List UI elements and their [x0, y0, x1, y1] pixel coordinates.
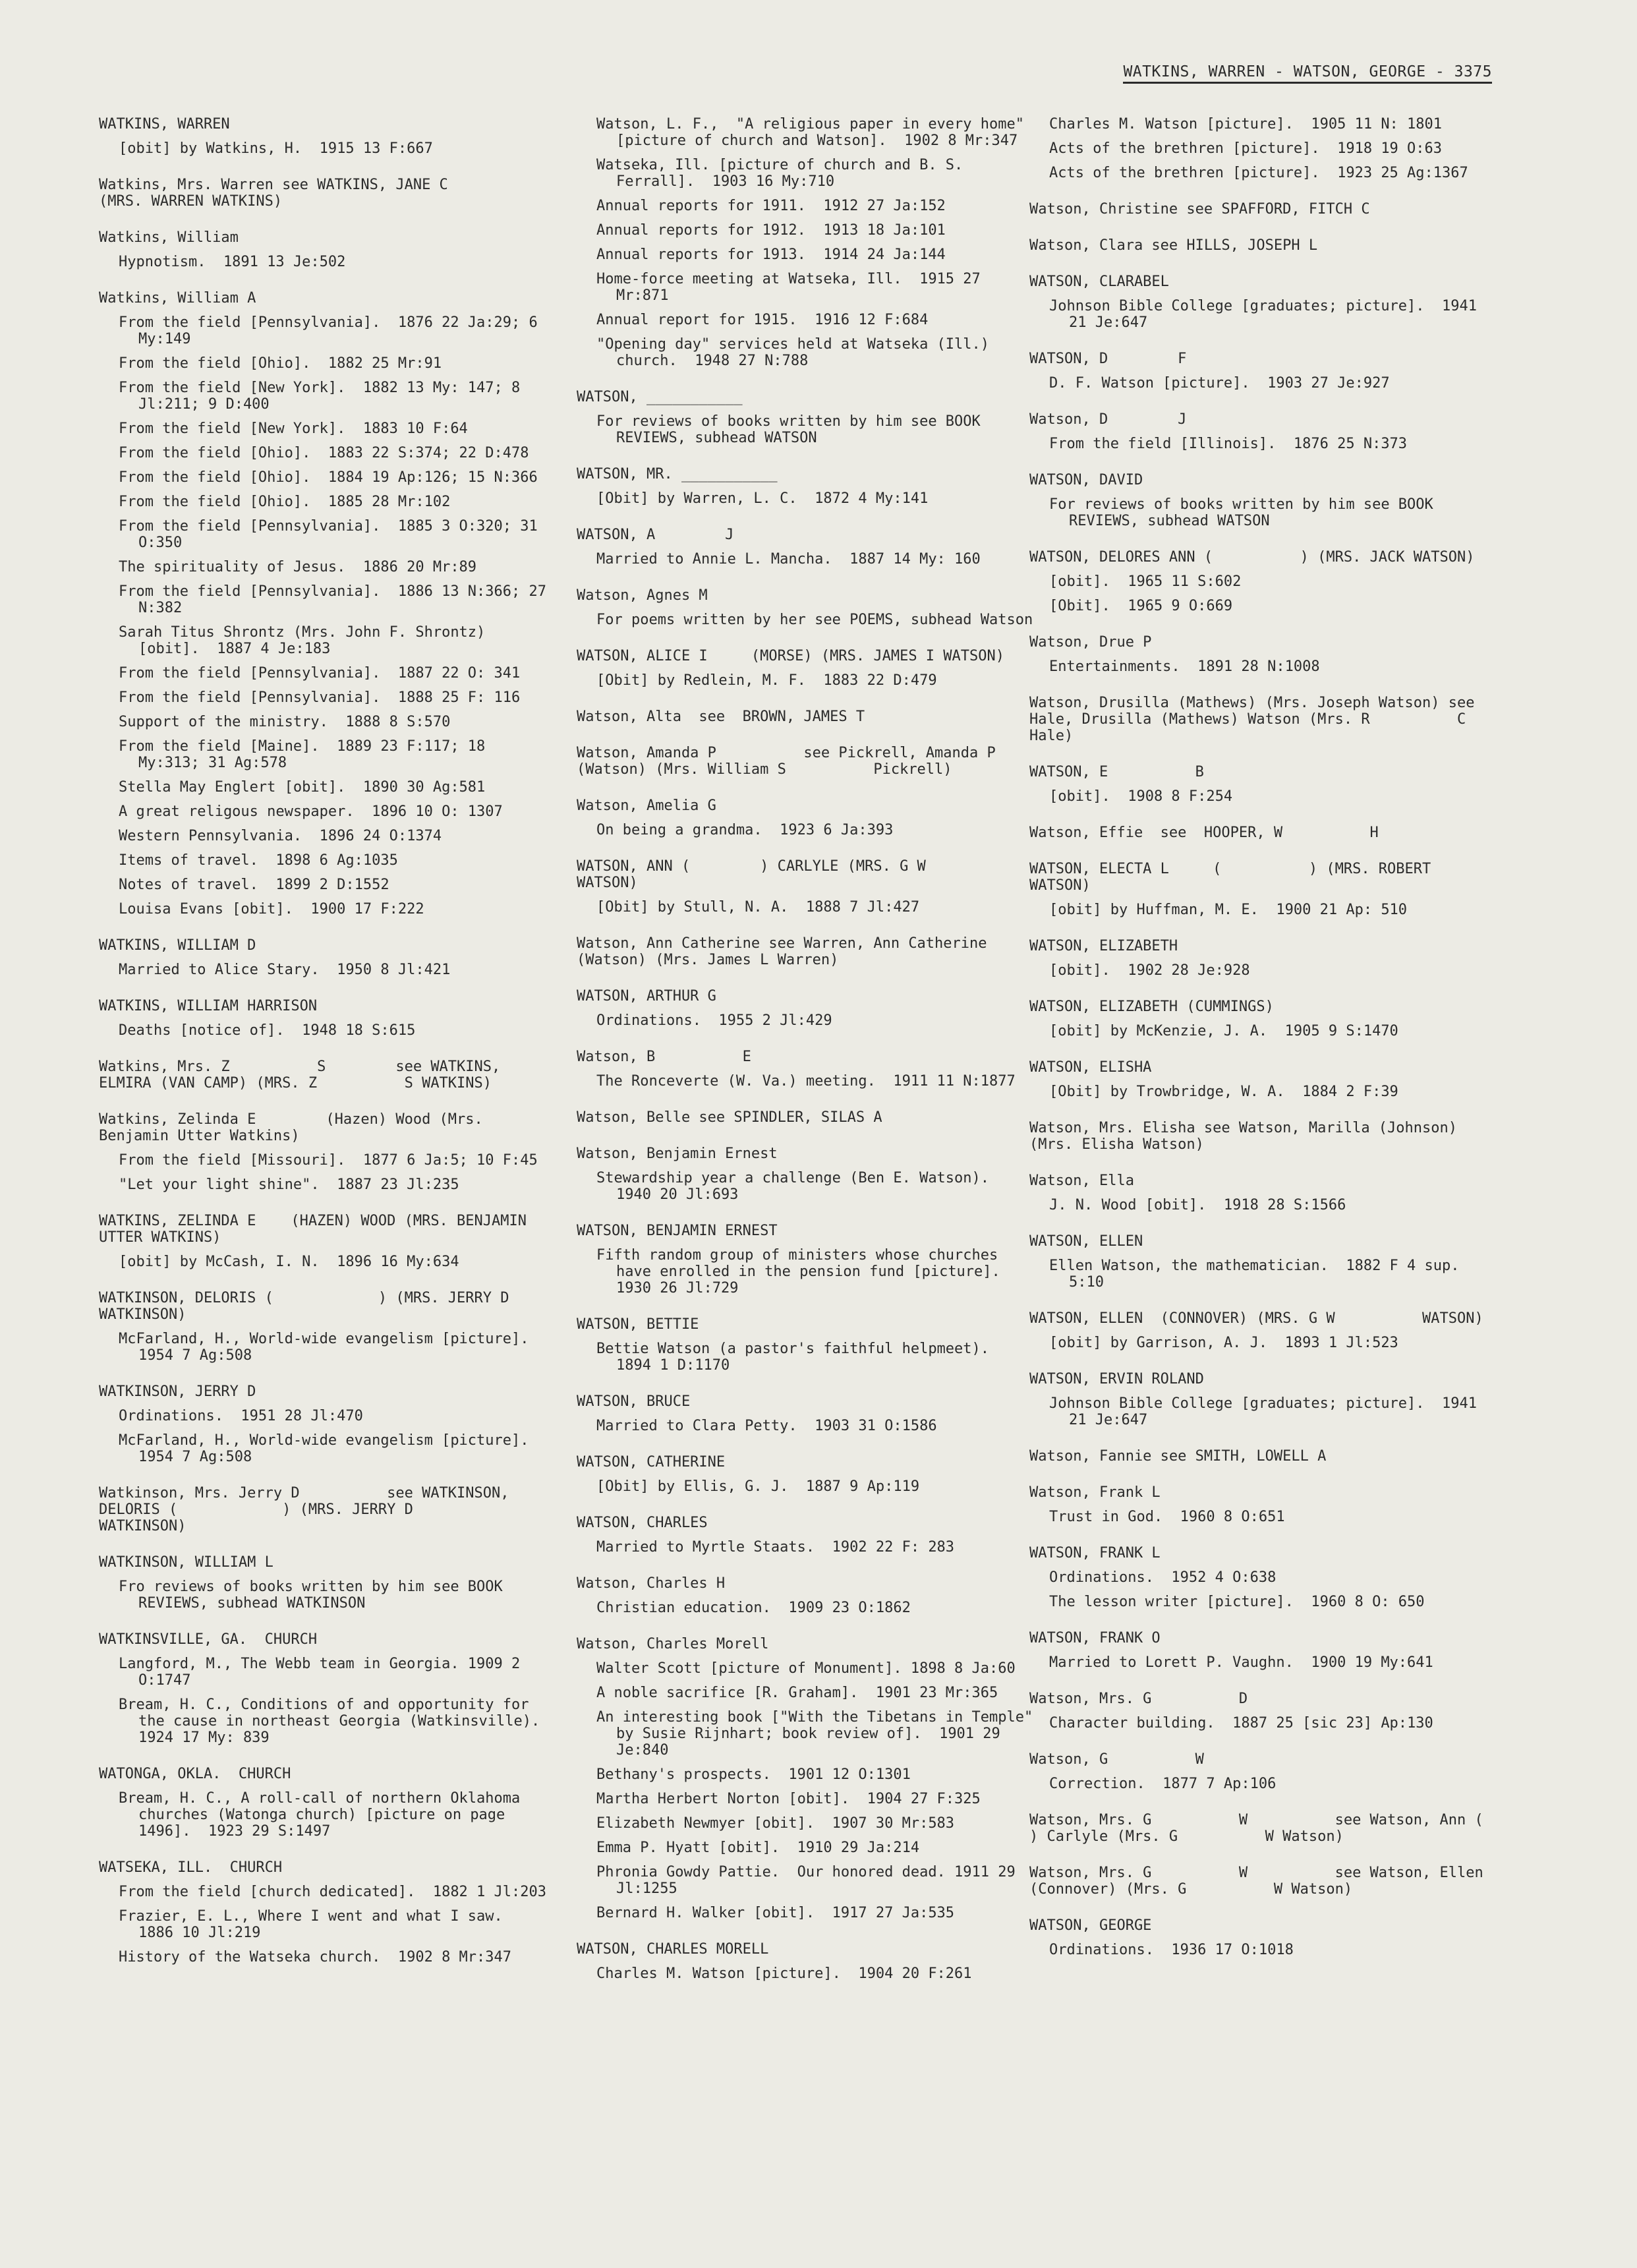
entry-heading: Watson, Agnes M — [577, 587, 708, 604]
entry-citation: Married to Annie L. Mancha. 1887 14 My: 160 — [596, 551, 981, 567]
index-entry — [1029, 1233, 1491, 1291]
entry-citation: Trust in God. 1960 8 O:651 — [1049, 1509, 1285, 1525]
entry-heading: WATSON, DELORES ANN ( ) (MRS. JACK WATSON) — [1029, 549, 1475, 566]
index-entry — [1029, 1120, 1491, 1153]
entry-citation: "Opening day" services held at Watseka (Ill.) church. 1948 27 N:788 — [596, 336, 998, 369]
entry-heading: WATSON, CHARLES — [577, 1515, 708, 1531]
entry-citation: From the field [New York]. 1883 10 F:64 — [119, 421, 468, 437]
entry-citation: Ellen Watson, the mathematician. 1882 F 4 sup. 5:10 — [1049, 1258, 1468, 1291]
index-entry — [577, 527, 1038, 567]
index-entry — [577, 1049, 1038, 1090]
entry-citation: Hypnotism. 1891 13 Je:502 — [119, 254, 346, 270]
entry-citation: Bream, H. C., A roll-call of northern Oklahoma churches (Watonga church) [picture on page 1496]. 1923 29 S:1497 — [119, 1790, 529, 1840]
entry-citation: Ordinations. 1955 2 Jl:429 — [596, 1012, 832, 1029]
index-entry — [1029, 1865, 1491, 1898]
entry-heading: Watson, Mrs. G W see Watson, Ellen (Connover) (Mrs. G W Watson) — [1029, 1865, 1492, 1898]
entry-citation: Married to Myrtle Staats. 1902 22 F: 283 — [596, 1539, 955, 1556]
index-entry — [99, 1859, 547, 1965]
entry-citation: From the field [Pennsylvania]. 1887 22 O: 341 — [119, 665, 521, 682]
entry-heading: Watson, Mrs. G D — [1029, 1691, 1248, 1707]
index-entry — [577, 709, 1038, 725]
entry-citation: Johnson Bible College [graduates; picture]. 1941 21 Je:647 — [1049, 298, 1486, 331]
index-entry — [99, 116, 547, 157]
entry-citation: [obit]. 1902 28 Je:928 — [1049, 962, 1250, 979]
index-entry — [1029, 411, 1491, 452]
column-left — [99, 116, 596, 1985]
entry-heading: Watson, Alta see BROWN, JAMES T — [577, 709, 865, 725]
entry-citation: Annual reports for 1912. 1913 18 Ja:101 — [596, 222, 946, 239]
index-entry — [1029, 1484, 1491, 1525]
entry-citation: Sarah Titus Shrontz (Mrs. John F. Shrontz) [obit]. 1887 4 Je:183 — [119, 624, 494, 657]
entry-citation: Phronia Gowdy Pattie. Our honored dead. 1911 29 Jl:1255 — [596, 1864, 1025, 1897]
index-entry — [1029, 237, 1491, 254]
entry-heading: WATSON, ALICE I (MORSE) (MRS. JAMES I WATSON) — [577, 648, 1005, 664]
entry-citation: Louisa Evans [obit]. 1900 17 F:222 — [119, 901, 424, 917]
entry-citation: From the field [Illinois]. 1876 25 N:373 — [1049, 436, 1408, 452]
entry-heading: Watkins, Mrs. Warren see WATKINS, JANE C (MRS. WARREN WATKINS) — [99, 177, 527, 210]
entry-heading: WATSON, ELIZABETH — [1029, 938, 1178, 954]
entry-citation: [Obit] by Stull, N. A. 1888 7 Jl:427 — [596, 899, 920, 916]
entry-citation: From the field [Pennsylvania]. 1886 13 N:366; 27 N:382 — [119, 583, 556, 616]
index-entry — [1029, 274, 1491, 331]
entry-citation: [Obit] by Trowbridge, W. A. 1884 2 F:39 — [1049, 1084, 1398, 1100]
entry-heading: WATSON, MR. ___________ — [577, 466, 778, 482]
entry-heading: Watson, Mrs. Elisha see Watson, Marilla (Johnson) (Mrs. Elisha Watson) — [1029, 1120, 1466, 1153]
index-entry — [577, 1393, 1038, 1434]
index-entry — [99, 1290, 596, 1364]
index-entry — [577, 988, 1038, 1029]
entry-citation: Johnson Bible College [graduates; picture]. 1941 21 Je:647 — [1049, 1395, 1486, 1428]
entry-citation: Charles M. Watson [picture]. 1905 11 N: 1801 — [1049, 116, 1443, 132]
index-entry — [577, 648, 1038, 689]
entry-heading: Watson, Drue P — [1029, 634, 1152, 651]
entry-citation: Frazier, E. L., Where I went and what I saw. 1886 10 Jl:219 — [119, 1908, 521, 1941]
index-entry — [1029, 1173, 1491, 1213]
index-entry — [99, 1111, 547, 1193]
entry-citation: Home-force meeting at Watseka, Ill. 1915 27 Mr:871 — [596, 271, 990, 304]
index-entry — [1029, 1751, 1491, 1792]
entry-heading: WATSON, CLARABEL — [1029, 274, 1169, 290]
index-entry — [577, 389, 1038, 446]
index-entry — [577, 745, 1083, 778]
entry-citation: Christian education. 1909 23 O:1862 — [596, 1600, 911, 1616]
index-entry — [1029, 472, 1491, 529]
entry-citation: McFarland, H., World-wide evangelism [picture]. 1954 7 Ag:508 — [119, 1432, 547, 1465]
entry-citation: [obit]. 1908 8 F:254 — [1049, 788, 1233, 805]
index-entry — [1029, 1371, 1491, 1428]
index-entry — [1029, 1812, 1553, 1845]
entry-citation: For reviews of books written by him see BOOK REVIEWS, subhead WATSON — [596, 413, 990, 446]
entry-citation: [Obit] by Ellis, G. J. 1887 9 Ap:119 — [596, 1478, 920, 1495]
entry-heading: WATSON, DAVID — [1029, 472, 1143, 488]
entry-heading: WATSON, BENJAMIN ERNEST — [577, 1223, 778, 1239]
entry-heading: WATSON, CATHERINE — [577, 1454, 726, 1470]
entry-citation: Character building. 1887 25 [sic 23] Ap:130 — [1049, 1715, 1433, 1731]
entry-citation: The spirituality of Jesus. 1886 20 Mr:89 — [119, 559, 477, 575]
entry-heading: WATSON, ___________ — [577, 389, 743, 405]
entry-citation: Annual reports for 1913. 1914 24 Ja:144 — [596, 247, 946, 263]
index-entry — [1029, 825, 1491, 841]
entry-citation: Notes of travel. 1899 2 D:1552 — [119, 877, 389, 893]
entry-heading: Watson, Ella — [1029, 1173, 1134, 1189]
entry-citation: Stewardship year a challenge (Ben E. Watson). 1940 20 Jl:693 — [596, 1170, 1007, 1203]
entry-citation: Fro reviews of books written by him see BOOK REVIEWS, subhead WATKINSON — [119, 1579, 512, 1612]
entry-citation: A great religous newspaper. 1896 10 O: 1307 — [119, 803, 503, 820]
entry-heading: Watkins, William A — [99, 290, 256, 306]
entry-citation: McFarland, H., World-wide evangelism [picture]. 1954 7 Ag:508 — [119, 1331, 547, 1364]
entry-citation: Support of the ministry. 1888 8 S:570 — [119, 714, 451, 730]
index-entry — [577, 1454, 1038, 1495]
entry-heading: WATSON, ERVIN ROLAND — [1029, 1371, 1204, 1387]
entry-heading: Watkins, Zelinda E (Hazen) Wood (Mrs. Benjamin Utter Watkins) — [99, 1111, 492, 1144]
index-entry — [1029, 938, 1491, 979]
entry-citation: [Obit]. 1965 9 O:669 — [1049, 598, 1233, 614]
entry-citation: From the field [Pennsylvania]. 1885 3 O:320; 31 O:350 — [119, 518, 547, 551]
entry-citation: [obit] by McCash, I. N. 1896 16 My:634 — [119, 1254, 459, 1270]
index-entry — [1029, 999, 1491, 1039]
entry-heading: WATONGA, OKLA. CHURCH — [99, 1766, 291, 1782]
entry-heading: Watson, Charles Morell — [577, 1636, 769, 1652]
index-entry — [577, 466, 1038, 507]
entry-citation: From the field [Missouri]. 1877 6 Ja:5; 10 F:45 — [119, 1152, 538, 1169]
entry-citation: Langford, M., The Webb team in Georgia. 1909 2 O:1747 — [119, 1656, 529, 1689]
entry-heading: Watson, Fannie see SMITH, LOWELL A — [1029, 1448, 1327, 1465]
entry-citation: [obit] by Garrison, A. J. 1893 1 Jl:523 — [1049, 1335, 1398, 1351]
entry-heading: Watkinson, Mrs. Jerry D see WATKINSON, DELORIS ( ) (MRS. JERRY D WATKINSON) — [99, 1485, 518, 1534]
entry-citation: "Let your light shine". 1887 23 Jl:235 — [119, 1177, 459, 1193]
entry-citation: Walter Scott [picture of Monument]. 1898 8 Ja:60 — [596, 1660, 1016, 1677]
entry-citation: Annual report for 1915. 1916 12 F:684 — [596, 312, 929, 328]
entry-heading: WATKINS, ZELINDA E (HAZEN) WOOD (MRS. BENJAMIN UTTER WATKINS) — [99, 1213, 536, 1246]
entry-citation: Acts of the brethren [picture]. 1918 19 O:63 — [1049, 140, 1443, 157]
index-entry — [1029, 351, 1491, 392]
entry-citation: Martha Herbert Norton [obit]. 1904 27 F:325 — [596, 1791, 981, 1807]
entry-citation: Bream, H. C., Conditions of and opportunity for the cause in northeast Georgia (Watkinsville). 1924 17 My: 839 — [119, 1697, 558, 1746]
entry-citation: Bettie Watson (a pastor's faithful helpmeet). 1894 1 D:1170 — [596, 1341, 1007, 1374]
entry-heading: WATKINSON, WILLIAM L — [99, 1554, 273, 1571]
index-entry — [99, 1485, 547, 1534]
entry-citation: Ordinations. 1936 17 O:1018 — [1049, 1942, 1294, 1958]
entry-heading: WATSON, FRANK L — [1029, 1545, 1161, 1561]
entry-heading: Watson, Ann Catherine see Warren, Ann Catherine (Watson) (Mrs. James L Warren) — [577, 935, 996, 968]
entry-heading: WATSON, FRANK O — [1029, 1630, 1161, 1646]
entry-heading: Watson, Christine see SPAFFORD, FITCH C — [1029, 201, 1370, 218]
entry-citation: D. F. Watson [picture]. 1903 27 Je:927 — [1049, 375, 1390, 392]
entry-heading: WATKINSON, DELORIS ( ) (MRS. JERRY D WATKINSON) — [99, 1290, 596, 1323]
index-entry — [1029, 861, 1491, 918]
index-entry — [1029, 1691, 1491, 1731]
entry-citation: Married to Alice Stary. 1950 8 Jl:421 — [119, 962, 451, 978]
entry-citation: Acts of the brethren [picture]. 1923 25 Ag:1367 — [1049, 165, 1468, 181]
entry-citation: Items of travel. 1898 6 Ag:1035 — [119, 852, 398, 869]
index-entry — [1029, 1059, 1491, 1100]
entry-heading: Watson, Belle see SPINDLER, SILAS A — [577, 1109, 882, 1126]
entry-citation: [obit] by Huffman, M. E. 1900 21 Ap: 510 — [1049, 902, 1408, 918]
entry-citation: Married to Lorett P. Vaughn. 1900 19 My:641 — [1049, 1654, 1433, 1671]
entry-heading: WATSON, BETTIE — [577, 1316, 699, 1333]
entry-heading: Watkins, William — [99, 229, 239, 246]
entry-heading: WATSON, D F — [1029, 351, 1187, 367]
index-entry — [577, 798, 1038, 838]
index-entry — [577, 1146, 1038, 1203]
entry-citation: From the field [Pennsylvania]. 1876 22 Ja:29; 6 My:149 — [119, 314, 547, 347]
entry-heading: Watson, G W — [1029, 1751, 1204, 1768]
index-entry — [1029, 764, 1491, 805]
entry-citation: Emma P. Hyatt [obit]. 1910 29 Ja:214 — [596, 1840, 920, 1856]
entry-citation: History of the Watseka church. 1902 8 Mr:347 — [119, 1949, 512, 1965]
entry-citation: Married to Clara Petty. 1903 31 O:1586 — [596, 1418, 937, 1434]
entry-heading: Watson, Charles H — [577, 1575, 726, 1592]
entry-citation: A noble sacrifice [R. Graham]. 1901 23 Mr:365 — [596, 1685, 998, 1701]
entry-citation: From the field [Maine]. 1889 23 F:117; 18 My:313; 31 Ag:578 — [119, 738, 494, 771]
entry-citation: From the field [Ohio]. 1883 22 S:374; 22 D:478 — [119, 445, 529, 461]
index-entry — [577, 1941, 1038, 1982]
index-entry — [99, 1554, 547, 1612]
index-entry — [577, 1515, 1038, 1556]
index-entry — [99, 290, 556, 917]
entry-heading: WATSON, ELLEN (CONNOVER) (MRS. G W WATSON) — [1029, 1310, 1483, 1327]
entry-citation: The lesson writer [picture]. 1960 8 O: 650 — [1049, 1594, 1425, 1610]
entry-citation: From the field [church dedicated]. 1882 1 Jl:203 — [119, 1884, 547, 1900]
index-entry — [1029, 549, 1491, 614]
index-entry — [577, 1109, 1038, 1126]
entry-heading: Watkins, Mrs. Z S see WATKINS, ELMIRA (VAN CAMP) (MRS. Z S WATKINS) — [99, 1059, 509, 1091]
entry-heading: WATKINSVILLE, GA. CHURCH — [99, 1631, 318, 1648]
entry-heading: WATSON, ELISHA — [1029, 1059, 1152, 1076]
entry-citation: Deaths [notice of]. 1948 18 S:615 — [119, 1022, 416, 1039]
entry-heading: WATSEKA, ILL. CHURCH — [99, 1859, 283, 1876]
entry-heading: Watson, D J — [1029, 411, 1187, 428]
index-entry — [577, 587, 1038, 628]
entry-citation: From the field [New York]. 1882 13 My: 147; 8 Jl:211; 9 D:400 — [119, 380, 529, 413]
index-entry — [1029, 1448, 1491, 1465]
index-entry — [577, 1636, 1042, 1921]
entry-heading: WATSON, E B — [1029, 764, 1204, 780]
entry-heading: Watson, Amanda P see Pickrell, Amanda P (Watson) (Mrs. William S Pickrell) — [577, 745, 1083, 778]
index-entry — [1029, 1630, 1491, 1671]
entry-citation: Ordinations. 1951 28 Jl:470 — [119, 1408, 363, 1424]
column-right — [1029, 116, 1553, 1978]
entry-heading: WATKINS, WARREN — [99, 116, 230, 132]
index-entry — [99, 1766, 547, 1840]
index-entry — [1029, 1310, 1491, 1351]
entry-citation: For poems written by her see POEMS, subhead Watson — [596, 612, 1033, 628]
index-entry — [577, 1316, 1038, 1374]
entry-citation: From the field [Ohio]. 1885 28 Mr:102 — [119, 494, 451, 510]
entry-heading: Watson, Clara see HILLS, JOSEPH L — [1029, 237, 1318, 254]
entry-heading: WATKINSON, JERRY D — [99, 1383, 256, 1400]
entry-citation: On being a grandma. 1923 6 Ja:393 — [596, 822, 894, 838]
index-entry — [1029, 1545, 1491, 1610]
entry-heading: Watson, Benjamin Ernest — [577, 1146, 778, 1162]
entry-citation: From the field [Ohio]. 1884 19 Ap:126; 15 N:366 — [119, 469, 538, 486]
entry-citation: Ordinations. 1952 4 O:638 — [1049, 1569, 1277, 1586]
entry-citation: Charles M. Watson [picture]. 1904 20 F:261 — [596, 1965, 972, 1982]
entry-citation: Watseka, Ill. [picture of church and B. S. Ferrall]. 1903 16 My:710 — [596, 157, 972, 190]
entry-citation: Watson, L. F., "A religious paper in every home" [picture of church and Watson]. 1902 8 Mr:347 — [596, 116, 1033, 149]
entry-heading: Watson, Frank L — [1029, 1484, 1161, 1501]
index-entry — [99, 1383, 547, 1465]
entry-citation: Stella May Englert [obit]. 1890 30 Ag:581 — [119, 779, 486, 796]
entry-heading: Watson, B E — [577, 1049, 751, 1065]
entry-citation: J. N. Wood [obit]. 1918 28 S:1566 — [1049, 1197, 1346, 1213]
entry-citation: Annual reports for 1911. 1912 27 Ja:152 — [596, 198, 946, 214]
entry-heading: WATSON, ARTHUR G — [577, 988, 716, 1004]
index-entry — [577, 935, 1038, 968]
index-entry — [99, 1059, 547, 1091]
entry-citation: Correction. 1877 7 Ap:106 — [1049, 1776, 1277, 1792]
entry-heading: Watson, Effie see HOOPER, W H — [1029, 825, 1379, 841]
entry-heading: WATKINS, WILLIAM D — [99, 937, 256, 954]
entry-citation: Elizabeth Newmyer [obit]. 1907 30 Mr:583 — [596, 1815, 955, 1832]
index-entry — [99, 1631, 558, 1746]
index-entry — [1029, 695, 1553, 744]
entry-heading: WATSON, ELIZABETH (CUMMINGS) — [1029, 999, 1274, 1015]
index-entry — [99, 177, 547, 210]
running-header: WATKINS, WARREN - WATSON, GEORGE - 3375 — [1123, 63, 1492, 84]
entry-heading: WATSON, A J — [577, 527, 734, 543]
entry-citation: Entertainments. 1891 28 N:1008 — [1049, 658, 1320, 675]
entry-heading: Watson, Mrs. G W see Watson, Ann ( ) Carlyle (Mrs. G W Watson) — [1029, 1812, 1553, 1845]
entry-citation: Fifth random group of ministers whose churches have enrolled in the pension fund [picture]. 1930 26 Jl:729 — [596, 1247, 1018, 1296]
entry-citation: [obit]. 1965 11 S:602 — [1049, 573, 1242, 590]
entry-heading: WATSON, CHARLES MORELL — [577, 1941, 769, 1958]
index-entry — [577, 1223, 1038, 1296]
entry-heading: WATSON, ANN ( ) CARLYLE (MRS. G W WATSON) — [577, 858, 1014, 891]
entry-heading: WATKINS, WILLIAM HARRISON — [99, 998, 318, 1014]
entry-citation: For reviews of books written by him see BOOK REVIEWS, subhead WATSON — [1049, 496, 1443, 529]
entry-citation: From the field [Ohio]. 1882 25 Mr:91 — [119, 355, 442, 372]
index-entry — [99, 1213, 547, 1270]
index-entry — [99, 937, 547, 978]
entry-heading: Watson, Drusilla (Mathews) (Mrs. Joseph Watson) see Hale, Drusilla (Mathews) Watson (Mrs. R C Hale) — [1029, 695, 1553, 744]
index-entry — [1029, 634, 1491, 675]
index-entry — [1029, 1917, 1491, 1958]
index-entry — [577, 1575, 1038, 1616]
index-entry — [1029, 116, 1491, 181]
entry-heading: Watson, Amelia G — [577, 798, 716, 814]
entry-citation: Bernard H. Walker [obit]. 1917 27 Ja:535 — [596, 1905, 955, 1921]
entry-heading: WATSON, BRUCE — [577, 1393, 691, 1410]
entry-heading: WATSON, GEORGE — [1029, 1917, 1152, 1934]
entry-heading: WATSON, ELLEN — [1029, 1233, 1143, 1250]
index-entry — [99, 229, 547, 270]
entry-citation: [obit] by Watkins, H. 1915 13 F:667 — [119, 140, 433, 157]
entry-heading: WATSON, ELECTA L ( ) (MRS. ROBERT WATSON) — [1029, 861, 1440, 894]
index-entry — [99, 998, 547, 1039]
index-entry — [577, 858, 1038, 916]
entry-citation: From the field [Pennsylvania]. 1888 25 F: 116 — [119, 689, 521, 706]
entry-citation: [Obit] by Warren, L. C. 1872 4 My:141 — [596, 490, 929, 507]
entry-citation: The Ronceverte (W. Va.) meeting. 1911 11 N:1877 — [596, 1073, 1016, 1090]
entry-citation: [Obit] by Redlein, M. F. 1883 22 D:479 — [596, 672, 937, 689]
entry-citation: Bethany's prospects. 1901 12 O:1301 — [596, 1766, 911, 1783]
index-entry — [1029, 201, 1491, 218]
entry-citation: [obit] by McKenzie, J. A. 1905 9 S:1470 — [1049, 1023, 1398, 1039]
index-entry — [577, 116, 1038, 369]
entry-citation: An interesting book ["With the Tibetans in Temple" by Susie Rijnhart; book review of]. 1901 29 Je:840 — [596, 1709, 1042, 1759]
entry-citation: Western Pennsylvania. 1896 24 O:1374 — [119, 828, 442, 844]
